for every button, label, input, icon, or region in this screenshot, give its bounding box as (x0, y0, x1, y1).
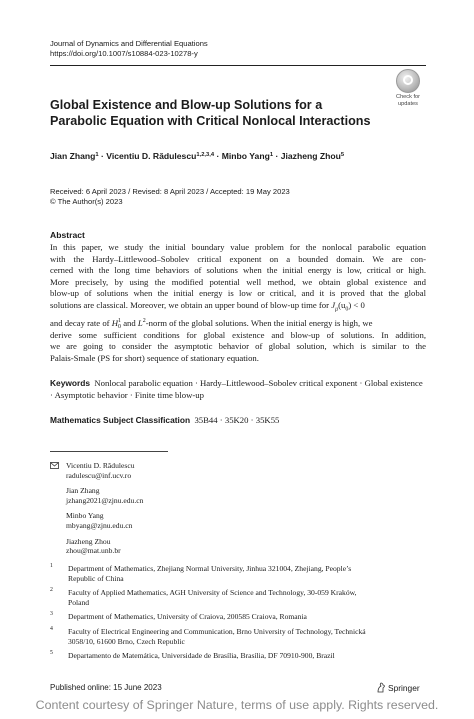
springer-wordmark: Springer (388, 683, 420, 693)
abstract-line: derive some sufficient conditions for global existence and blow-up of solutions. In addition, (50, 329, 426, 340)
springer-logo[interactable] (376, 682, 420, 693)
contact-email[interactable]: mbyang@zjnu.edu.cn (66, 520, 133, 530)
affiliation-line: Faculty of Electrical Engineering and Communication, Brno University of Technology, Technická (68, 626, 366, 636)
keywords-text: Nonlocal parabolic equation · Hardy–Littlewood–Sobolev critical exponent · Global existence · Asymptotic behavior · Finite time blow-up (50, 378, 423, 400)
affiliation-item (50, 627, 426, 646)
abstract-line-math-1: solutions are classical. Moreover, we obtain an upper bound of blow-up time for $J_\mu(u_0) < 0$ (50, 299, 365, 313)
affiliation-item (50, 651, 426, 661)
contact-name: Jian Zhang (66, 486, 100, 496)
published-online: Published online: 15 June 2023 (50, 683, 162, 692)
affiliation-line: Republic of China (68, 573, 124, 583)
contact-entry (66, 511, 143, 530)
msc-block (50, 415, 279, 426)
abstract-line: In this paper, we study the initial boundary value problem for the nonlocal parabolic equation (50, 242, 426, 252)
abstract-line: cerned with the long time behaviors of solutions when the initial energy is low, critical or high. (50, 265, 426, 275)
author-separator: · (101, 151, 104, 161)
affiliation-number: 4 (50, 625, 53, 632)
paper-title: Global Existence and Blow-up Solutions for a Parabolic Equation with Critical Nonlocal Interactions (50, 98, 371, 128)
affiliation-line: Faculty of Applied Mathematics, AGH University of Science and Technology, 30-059 Kraków, (68, 588, 357, 598)
author-affil-sup: 1,2,3,4 (196, 152, 215, 158)
contact-name: Vicentiu D. Rădulescu (66, 461, 135, 470)
msc-label: Mathematics Subject Classification (50, 415, 191, 425)
affiliation-number: 5 (50, 650, 53, 657)
affiliation-item (50, 612, 426, 622)
contact-entry (66, 537, 143, 556)
check-for-updates-badge[interactable] (393, 69, 423, 107)
abstract-line: blow-up of solutions when the initial energy is low or critical, and it is proved that the global (50, 288, 426, 298)
author-affil-sup: 1 (95, 152, 99, 158)
courtesy-watermark: Content courtesy of Springer Nature, terms of use apply. Rights reserved. (35, 698, 439, 712)
affiliation-line: Department of Mathematics, Zhejiang Normal University, Jinhua 321004, Zhejiang, People’s (68, 564, 352, 573)
abstract-line: with the Hardy–Littlewood–Sobolev critical exponent on a bounded domain. We are con- (50, 253, 426, 264)
author-name[interactable]: Vicentiu D. Rădulescu (106, 151, 197, 161)
abstract-line-math-2: and decay rate of H 1 0 and $L^2$-norm of the global solutions. When the initial energy is high, we (50, 317, 373, 330)
contact-entry (66, 486, 143, 505)
contact-email[interactable]: zhou@mat.unb.br (66, 546, 121, 556)
contact-name: Minbo Yang (66, 511, 104, 521)
check-updates-line1: Check for (396, 94, 420, 100)
affiliation-item (50, 588, 426, 607)
abstract-body (50, 242, 426, 364)
header-rule (50, 65, 426, 66)
affiliation-line: Poland (68, 597, 90, 607)
check-updates-icon (396, 69, 420, 93)
check-updates-line2: updates (398, 101, 418, 107)
contact-email[interactable]: radulescu@inf.ucv.ro (66, 470, 132, 480)
abstract-line: More precisely, by using the modified potential well method, we obtain global existence and (50, 276, 426, 287)
date-history: Received: 6 April 2023 / Revised: 8 April 2023 / Accepted: 19 May 2023 (50, 187, 290, 196)
affiliation-line: 3058/10, 61600 Brno, Czech Republic (68, 636, 185, 646)
affiliation-line: Departamento de Matemática, Universidade de Brasília, Brasília, DF 70910-900, Brazil (68, 651, 335, 661)
abstract-line: Palais-Smale (PS for short) sequence of stationary equation. (50, 352, 259, 363)
affiliation-item (50, 564, 426, 583)
author-list (50, 150, 344, 162)
springer-horse-icon (376, 682, 386, 693)
abstract-heading: Abstract (50, 230, 85, 240)
contact-email[interactable]: jzhang2021@zjnu.edu.cn (66, 495, 144, 505)
author-separator: · (275, 151, 279, 161)
author-affil-sup: 5 (340, 152, 345, 158)
author-affil-sup: 1 (269, 152, 274, 158)
author-separator: · (216, 151, 220, 161)
keywords-label: Keywords (50, 378, 91, 388)
contact-entry (66, 461, 143, 480)
author-name[interactable]: Jiazheng Zhou (280, 151, 341, 161)
msc-codes: 35B44 · 35K20 · 35K55 (194, 415, 280, 425)
doi-link[interactable]: https://doi.org/10.1007/s10884-023-10278-y (50, 49, 198, 58)
copyright-line: © The Author(s) 2023 (50, 197, 123, 206)
author-name[interactable]: Jian Zhang (50, 151, 96, 161)
affiliation-number: 1 (50, 563, 53, 569)
journal-name: Journal of Dynamics and Differential Equations (50, 39, 208, 48)
envelope-icon (50, 462, 59, 469)
abstract-line: we are going to consider the asymptotic behavior of global solution, which is similar to the (50, 341, 426, 352)
publication-history (50, 187, 290, 207)
keywords-block (50, 378, 426, 401)
footnote-rule (50, 451, 168, 452)
contact-list (66, 461, 143, 562)
affiliation-list (50, 564, 426, 666)
affiliation-number: 2 (50, 587, 53, 594)
affiliation-number: 3 (50, 611, 53, 618)
author-name[interactable]: Minbo Yang (221, 151, 270, 161)
contact-name: Jiazheng Zhou (66, 536, 111, 546)
affiliation-line: Department of Mathematics, University of Craiova, 200585 Craiova, Romania (68, 612, 307, 622)
